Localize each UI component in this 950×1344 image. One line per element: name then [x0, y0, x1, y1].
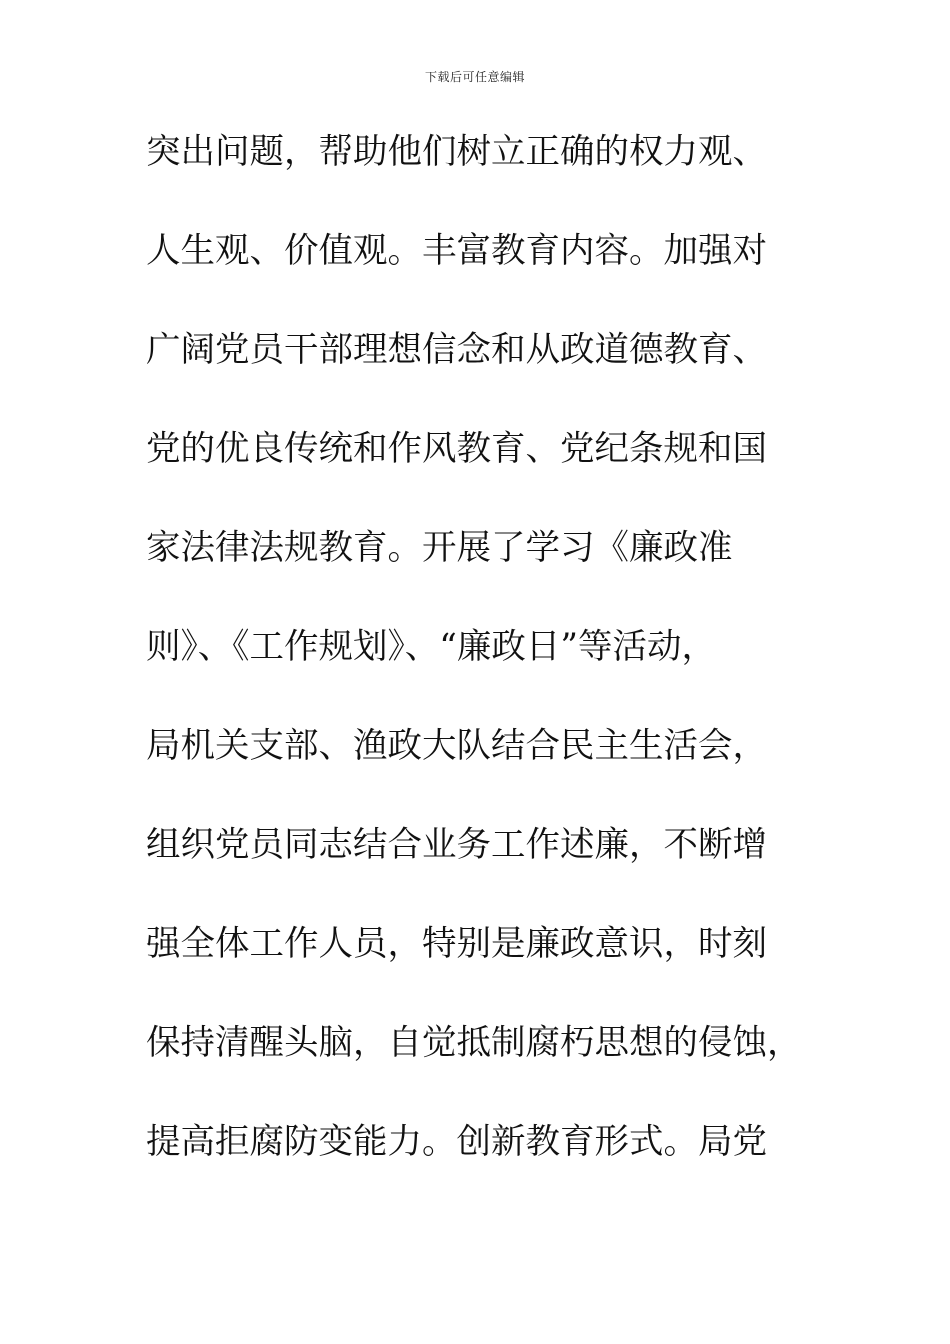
text-line: 广阔党员干部理想信念和从政道德教育、: [146, 330, 767, 370]
text-line: 提高拒腐防变能力。创新教育形式。局党: [146, 1122, 767, 1162]
text-line: 党的优良传统和作风教育、党纪条规和国: [146, 429, 767, 469]
text-line: 突出问题，帮助他们树立正确的权力观、: [146, 132, 767, 172]
text-line: 局机关支部、渔政大队结合民主生活会，: [146, 726, 767, 766]
text-line: 强全体工作人员，特别是廉政意识，时刻: [146, 924, 767, 964]
text-line: 保持清醒头脑，自觉抵制腐朽思想的侵蚀，: [146, 1023, 802, 1063]
text-line: 则》、《工作规划》、“廉政日”等活动，: [146, 627, 717, 667]
document-body: [146, 124, 826, 1213]
text-line: 人生观、价值观。丰富教育内容。加强对: [146, 231, 767, 271]
header-note: 下载后可任意编辑: [424, 70, 525, 84]
text-line: 组织党员同志结合业务工作述廉，不断增: [146, 825, 767, 865]
text-line: 家法律法规教育。开展了学习《廉政准: [146, 528, 733, 568]
